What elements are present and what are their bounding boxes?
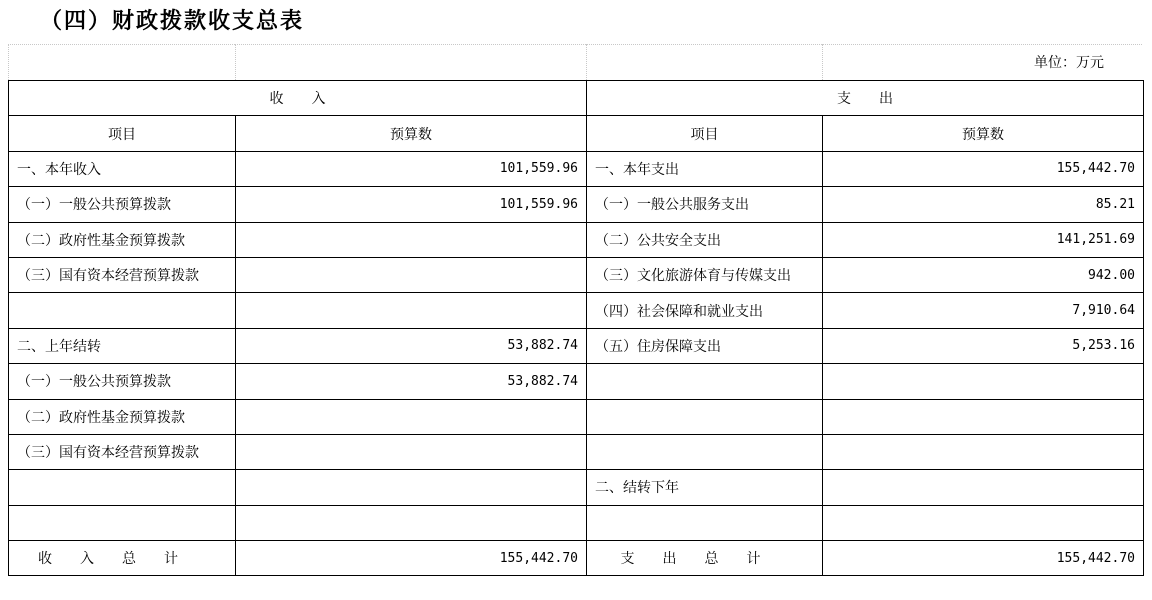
expense-item-cell: （二）公共安全支出 (587, 222, 823, 257)
expense-item-cell (587, 434, 823, 469)
expense-value-cell: 85.21 (823, 187, 1144, 222)
income-value-cell (236, 434, 587, 469)
table-row (9, 505, 1144, 540)
income-item-cell (9, 293, 236, 328)
income-value-cell: 101,559.96 (236, 187, 587, 222)
table-row (9, 257, 1144, 292)
expense-item-cell: （一）一般公共服务支出 (587, 187, 823, 222)
income-value-cell (236, 505, 587, 540)
expense-item-cell: （三）文化旅游体育与传媒支出 (587, 257, 823, 292)
income-item-cell (9, 505, 236, 540)
expense-budget-header: 预算数 (823, 116, 1144, 151)
income-value-cell (236, 293, 587, 328)
income-header: 收 入 (9, 81, 587, 116)
expense-item-header: 项目 (587, 116, 823, 151)
table-row (9, 470, 1144, 505)
expense-value-cell: 7,910.64 (823, 293, 1144, 328)
expense-value-cell (823, 399, 1144, 434)
unit-row (8, 44, 1142, 80)
table-row (9, 293, 1144, 328)
income-item-cell: 二、上年结转 (9, 328, 236, 363)
expense-value-cell: 942.00 (823, 257, 1144, 292)
income-total-label: 收入总计 (9, 541, 236, 576)
section-header-row (9, 81, 1144, 116)
income-item-cell: 一、本年收入 (9, 151, 236, 186)
budget-table (8, 80, 1144, 576)
expense-total-label: 支出总计 (587, 541, 823, 576)
table-row (9, 151, 1144, 186)
totals-row (9, 541, 1144, 576)
income-value-cell: 101,559.96 (236, 151, 587, 186)
income-item-cell (9, 470, 236, 505)
income-item-cell: （一）一般公共预算拨款 (9, 364, 236, 399)
expense-item-cell (587, 364, 823, 399)
unit-label: 单位：万元 (1034, 55, 1104, 71)
income-value-cell: 53,882.74 (236, 364, 587, 399)
expense-item-cell: 一、本年支出 (587, 151, 823, 186)
expense-item-cell (587, 505, 823, 540)
expense-header: 支 出 (587, 81, 1144, 116)
table-row (9, 187, 1144, 222)
table-row (9, 328, 1144, 363)
table-row (9, 434, 1144, 469)
expense-item-cell (587, 399, 823, 434)
table-row (9, 399, 1144, 434)
income-item-cell: （二）政府性基金预算拨款 (9, 222, 236, 257)
expense-item-cell: （四）社会保障和就业支出 (587, 293, 823, 328)
expense-value-cell (823, 434, 1144, 469)
income-budget-header: 预算数 (236, 116, 587, 151)
page-title: （四）财政拨款收支总表 (40, 8, 305, 34)
income-item-cell: （二）政府性基金预算拨款 (9, 399, 236, 434)
income-value-cell: 53,882.74 (236, 328, 587, 363)
income-item-cell: （一）一般公共预算拨款 (9, 187, 236, 222)
table-row (9, 222, 1144, 257)
income-value-cell (236, 222, 587, 257)
income-value-cell (236, 399, 587, 434)
column-header-row (9, 116, 1144, 151)
expense-value-cell: 141,251.69 (823, 222, 1144, 257)
expense-item-cell: 二、结转下年 (587, 470, 823, 505)
income-item-cell: （三）国有资本经营预算拨款 (9, 434, 236, 469)
income-item-header: 项目 (9, 116, 236, 151)
income-value-cell (236, 470, 587, 505)
expense-value-cell (823, 470, 1144, 505)
income-total-value: 155,442.70 (236, 541, 587, 576)
expense-value-cell: 5,253.16 (823, 328, 1144, 363)
income-value-cell (236, 257, 587, 292)
expense-value-cell (823, 364, 1144, 399)
expense-value-cell: 155,442.70 (823, 151, 1144, 186)
expense-item-cell: （五）住房保障支出 (587, 328, 823, 363)
income-item-cell: （三）国有资本经营预算拨款 (9, 257, 236, 292)
table-row (9, 364, 1144, 399)
expense-value-cell (823, 505, 1144, 540)
expense-total-value: 155,442.70 (823, 541, 1144, 576)
